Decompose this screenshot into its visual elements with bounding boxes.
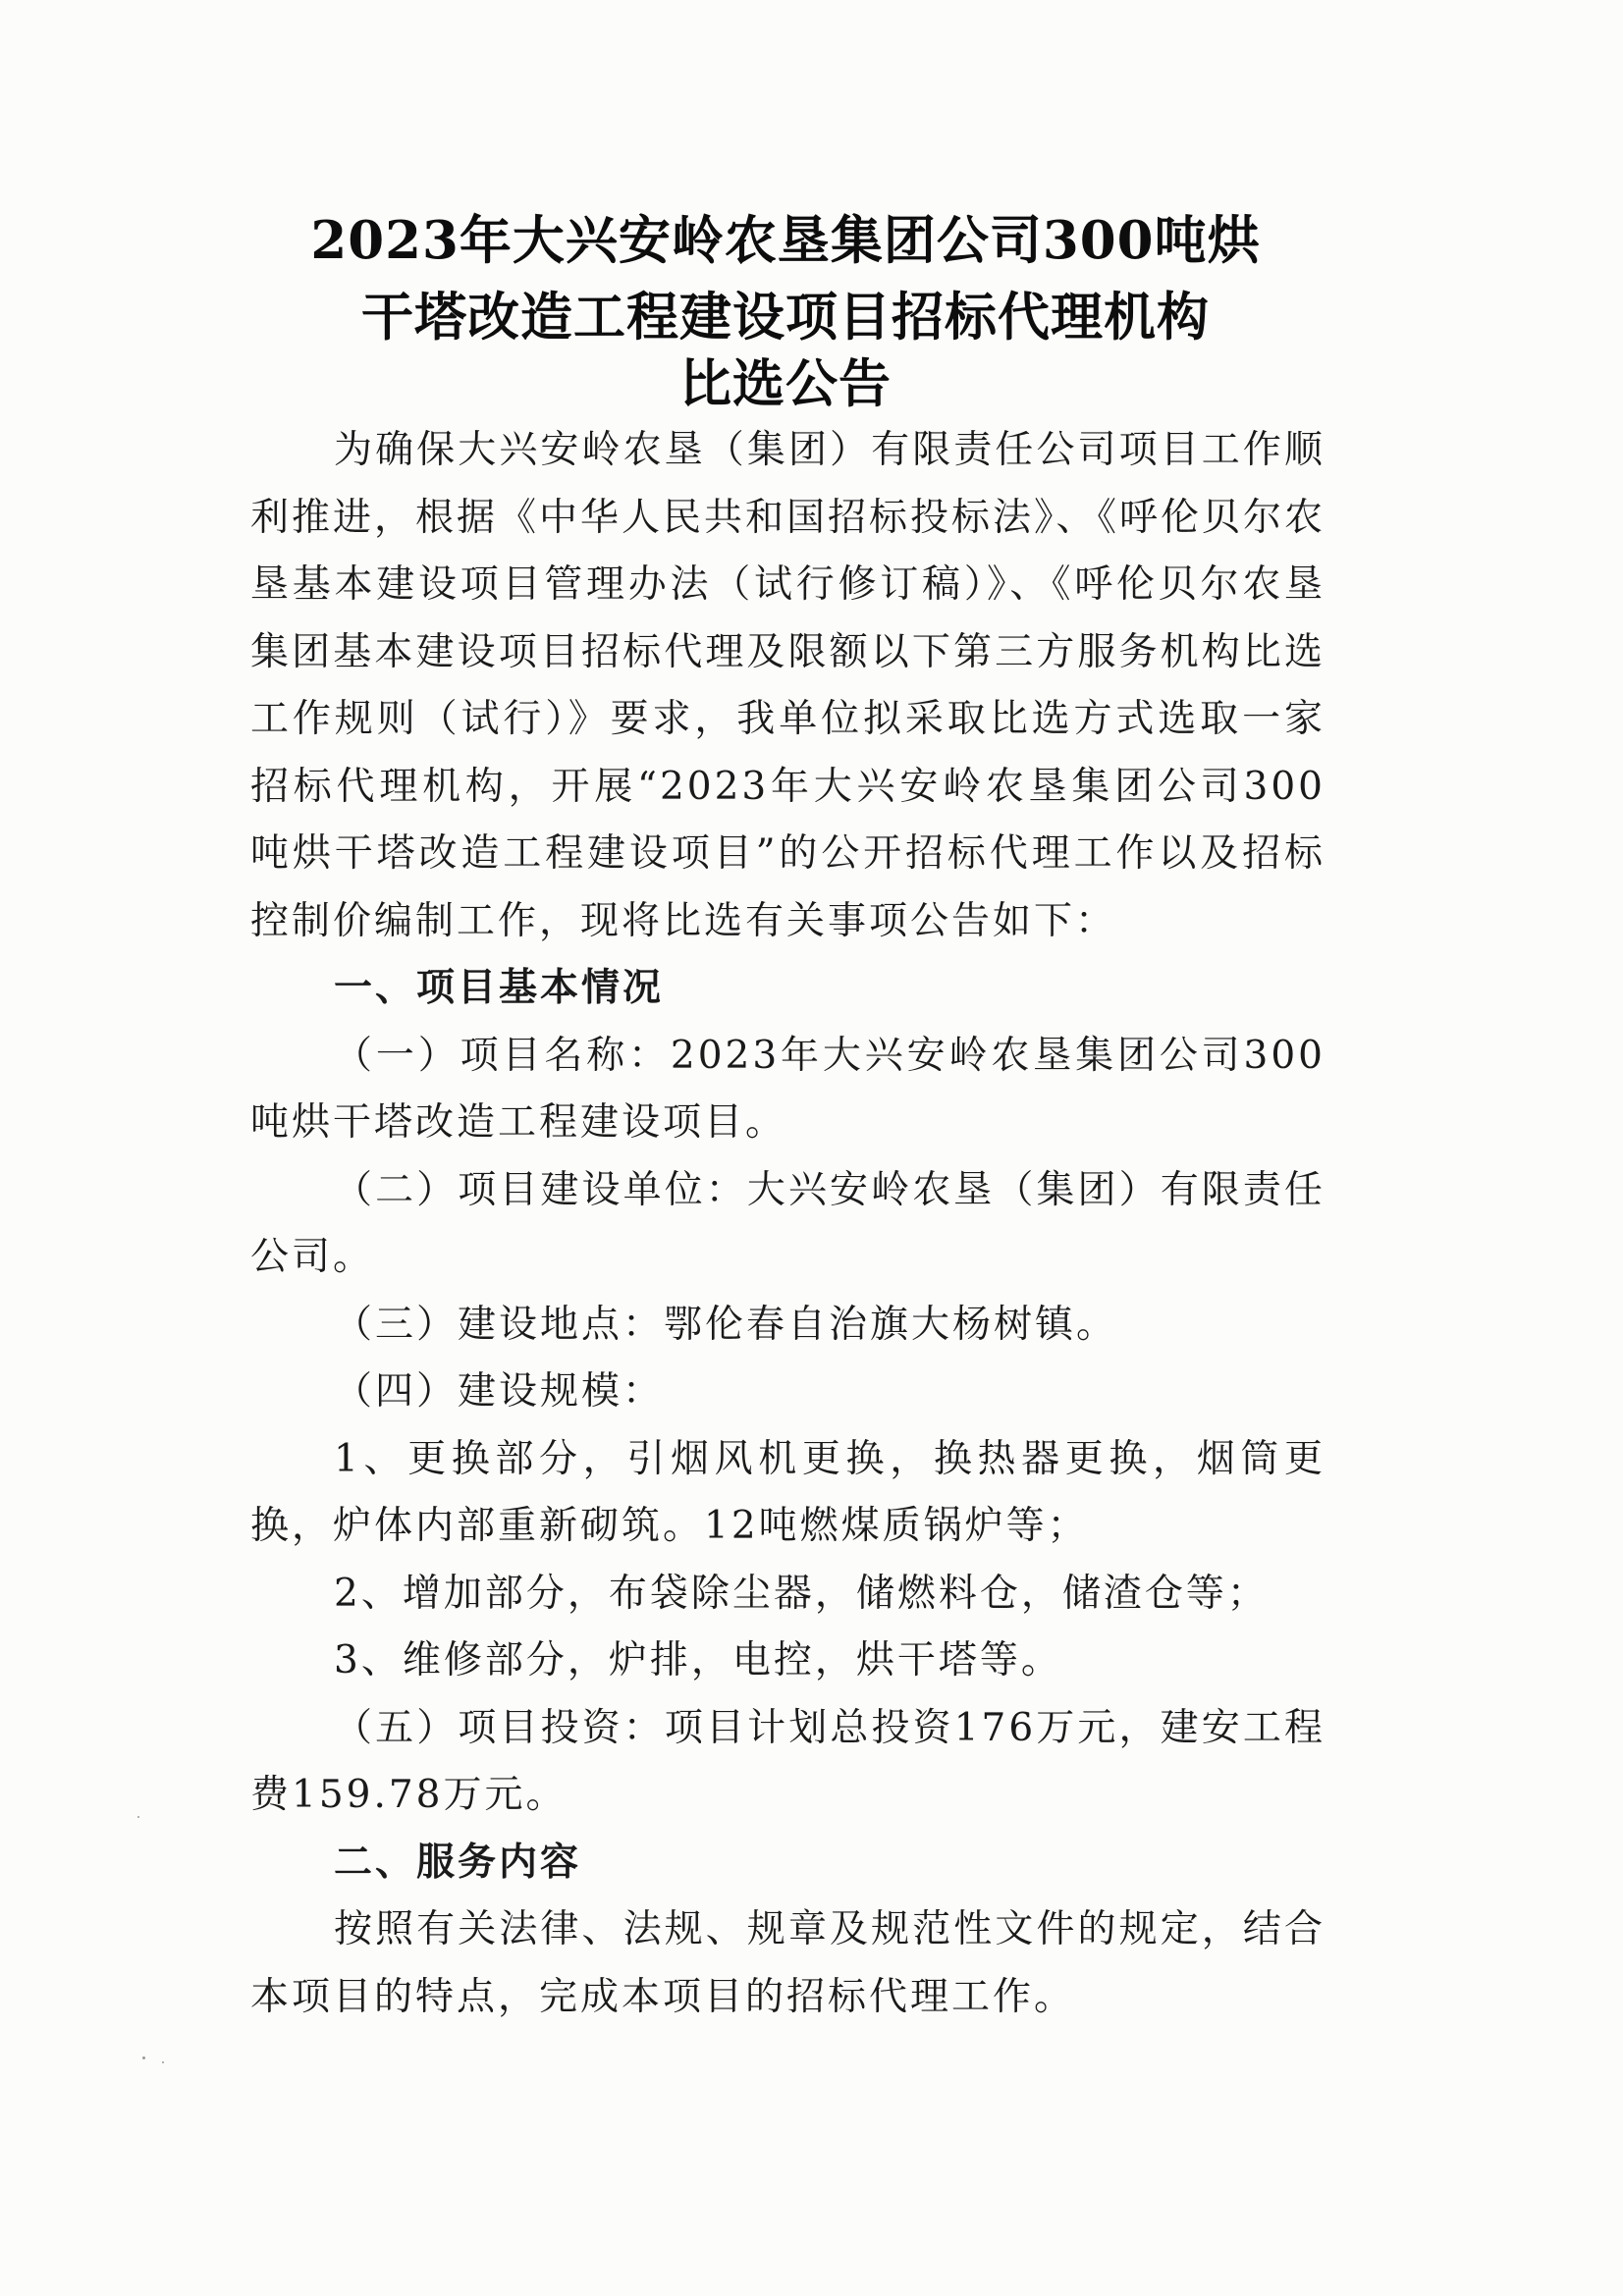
section-1-heading: 一、项目基本情况: [334, 966, 665, 1010]
project-investment-item: （五）项目投资：项目计划总投资176万元，建安工程费159.78万元。: [250, 1705, 1325, 1817]
document-body: [250, 417, 1325, 2031]
section-2-heading: 二、服务内容: [334, 1840, 582, 1885]
scan-speck: [137, 1816, 139, 1818]
intro-paragraph: 为确保大兴安岭农垦（集团）有限责任公司项目工作顺利推进，根据《中华人民共和国招标投标法》、《呼伦贝尔农垦基本建设项目管理办法（试行修订稿）》、《呼伦贝尔农垦集团基本建设项目招标代理及限额以下第三方服务机构比选工作规则（试行）》要求，我单位拟采取比选方式选取一家招标代理机构，开展“2023年大兴安岭农垦集团公司300吨烘干塔改造工程建设项目”的公开招标代理工作以及招标控制价编制工作，现将比选有关事项公告如下：: [250, 428, 1326, 943]
scan-speck: [162, 2061, 164, 2063]
project-location-item: （三）建设地点：鄂伦春自治旗大杨树镇。: [334, 1302, 1118, 1347]
scale-point-1: 1、更换部分，引烟风机更换，换热器更换，烟筒更换，炉体内部重新砌筑。12吨燃煤质锅炉等；: [250, 1436, 1325, 1548]
title-line-1: 2023年大兴安岭农垦集团公司300吨烘: [310, 210, 1261, 271]
title-line-2: 干塔改造工程建设项目招标代理机构: [361, 287, 1210, 347]
title-line-3: 比选公告: [679, 353, 892, 414]
project-owner-item: （二）项目建设单位：大兴安岭农垦（集团）有限责任公司。: [250, 1167, 1325, 1279]
scale-point-3: 3、维修部分，炉排，电控，烘干塔等。: [334, 1638, 1062, 1682]
scale-point-2: 2、增加部分，布袋除尘器，储燃料仓，储渣仓等；: [334, 1571, 1269, 1616]
scan-speck: [142, 2056, 145, 2059]
project-name-item: （一）项目名称：2023年大兴安岭农垦集团公司300吨烘干塔改造工程建设项目。: [250, 1033, 1325, 1145]
service-content-paragraph: 按照有关法律、法规、规章及规范性文件的规定，结合本项目的特点，完成本项目的招标代理工作。: [250, 1907, 1325, 2019]
project-scale-item: （四）建设规模：: [334, 1369, 665, 1414]
